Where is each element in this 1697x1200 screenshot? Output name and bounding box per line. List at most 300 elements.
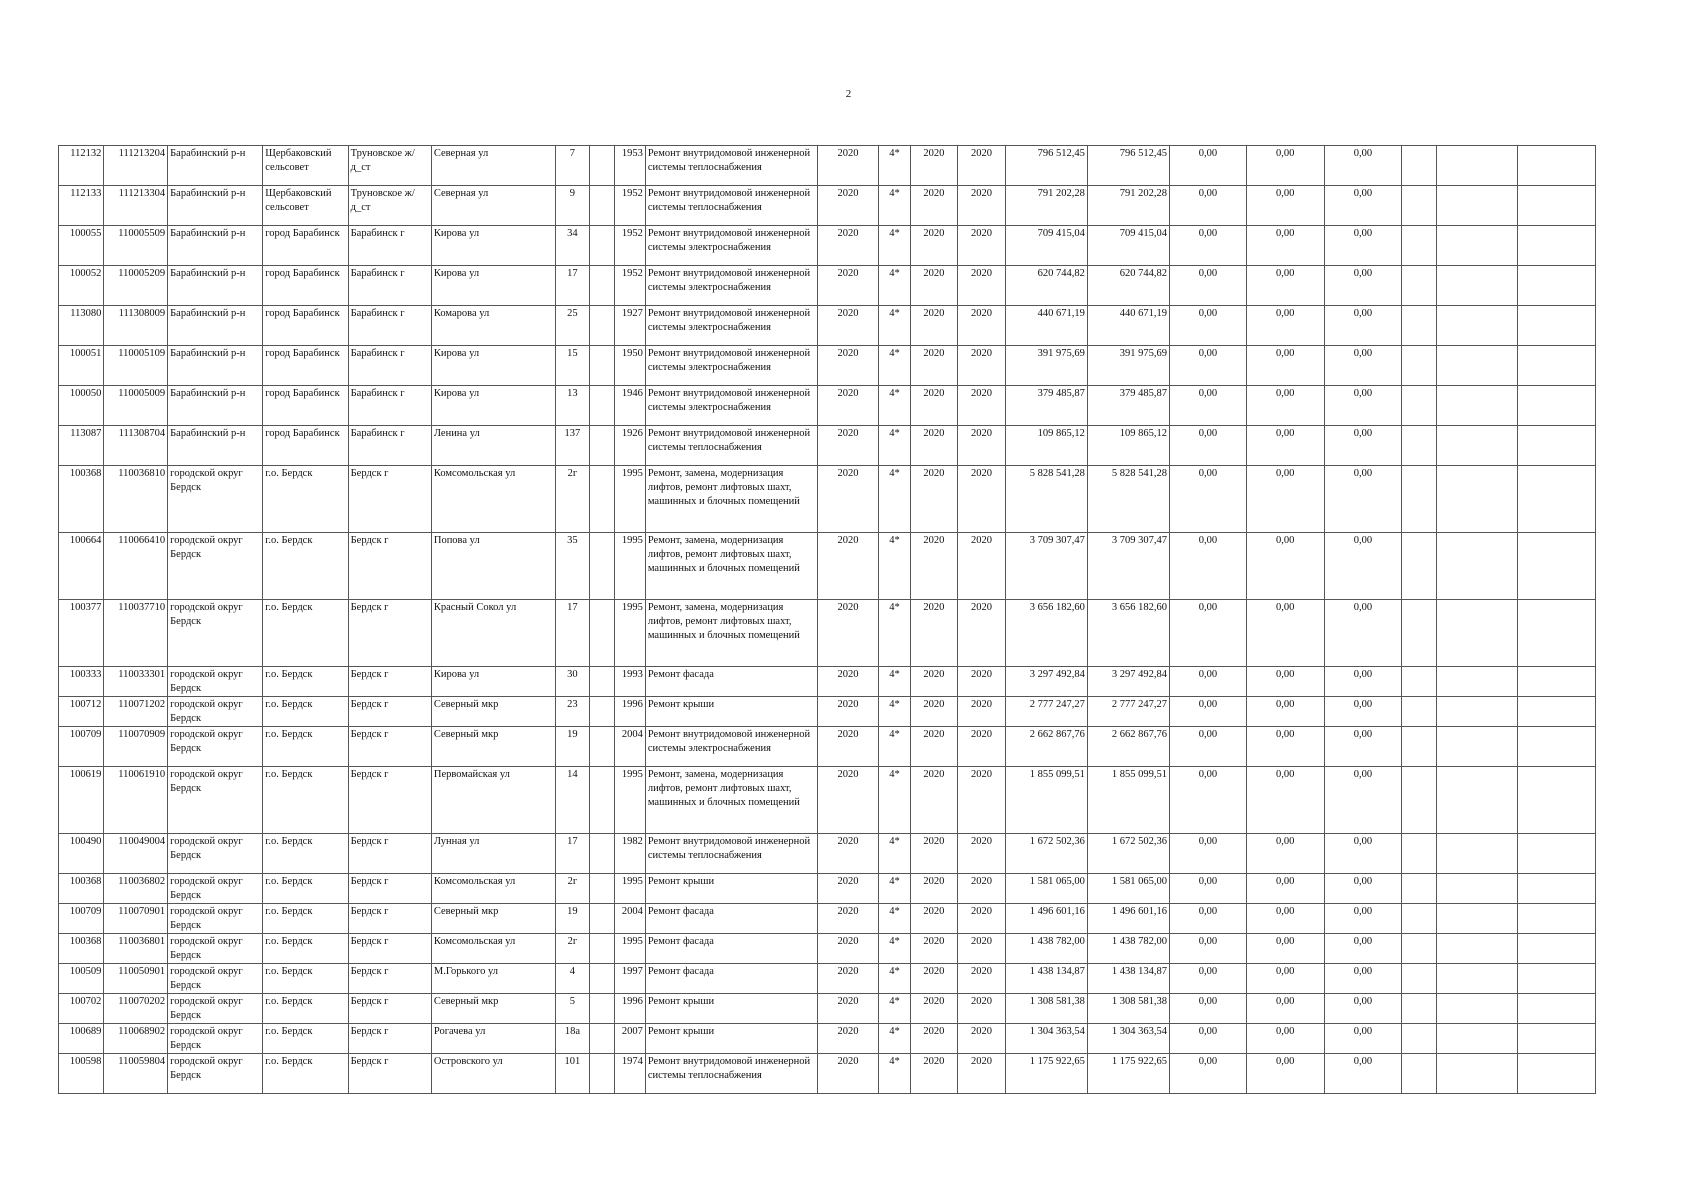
cell-fund-cost: 109 865,12 bbox=[1087, 426, 1169, 466]
page-number: 2 bbox=[845, 88, 852, 100]
cell-mark: 4* bbox=[879, 834, 910, 874]
table-row bbox=[59, 964, 1596, 994]
cell-fund-cost: 1 438 782,00 bbox=[1087, 934, 1169, 964]
cell-empty bbox=[1518, 306, 1596, 346]
cell-street: Комсомольская ул bbox=[431, 466, 555, 533]
cell-settlement: Бердск г bbox=[348, 934, 431, 964]
cell-empty bbox=[1518, 426, 1596, 466]
cell-municipality: Щербаковский сельсовет bbox=[263, 146, 348, 186]
cell-empty bbox=[1518, 874, 1596, 904]
cell-work: Ремонт внутридомовой инженерной системы теплоснабжения bbox=[645, 1054, 817, 1094]
cell-value-3: 0,00 bbox=[1324, 834, 1402, 874]
repair-plan-table bbox=[58, 145, 1596, 1094]
cell-total-cost: 1 855 099,51 bbox=[1005, 767, 1087, 834]
cell-value-2: 0,00 bbox=[1246, 306, 1324, 346]
cell-year: 1997 bbox=[614, 964, 645, 994]
cell-total-cost: 1 496 601,16 bbox=[1005, 904, 1087, 934]
cell-year: 1996 bbox=[614, 994, 645, 1024]
cell-code: 110036802 bbox=[104, 874, 168, 904]
cell-mark: 4* bbox=[879, 146, 910, 186]
cell-plan-year: 2020 bbox=[817, 1024, 879, 1054]
cell-start-year: 2020 bbox=[910, 1024, 958, 1054]
cell-mark: 4* bbox=[879, 697, 910, 727]
cell-municipality: г.о. Бердск bbox=[263, 964, 348, 994]
cell-value-1: 0,00 bbox=[1170, 186, 1247, 226]
cell-empty bbox=[1436, 667, 1517, 697]
cell-empty bbox=[1518, 767, 1596, 834]
cell-empty bbox=[589, 904, 614, 934]
cell-empty bbox=[589, 697, 614, 727]
table-row bbox=[59, 466, 1596, 533]
cell-mark: 4* bbox=[879, 1024, 910, 1054]
cell-work: Ремонт, замена, модернизация лифтов, ремонт лифтовых шахт, машинных и блочных помещений bbox=[645, 600, 817, 667]
cell-empty bbox=[1518, 466, 1596, 533]
cell-settlement: Труновское ж/д_ст bbox=[348, 146, 431, 186]
cell-start-year: 2020 bbox=[910, 1054, 958, 1094]
cell-work: Ремонт крыши bbox=[645, 1024, 817, 1054]
cell-value-2: 0,00 bbox=[1246, 600, 1324, 667]
cell-street: Островского ул bbox=[431, 1054, 555, 1094]
cell-total-cost: 3 297 492,84 bbox=[1005, 667, 1087, 697]
cell-value-1: 0,00 bbox=[1170, 964, 1247, 994]
cell-plan-year: 2020 bbox=[817, 186, 879, 226]
cell-value-2: 0,00 bbox=[1246, 964, 1324, 994]
cell-plan-year: 2020 bbox=[817, 306, 879, 346]
cell-district: Барабинский р-н bbox=[168, 186, 263, 226]
cell-fund-cost: 1 308 581,38 bbox=[1087, 994, 1169, 1024]
cell-year: 1950 bbox=[614, 346, 645, 386]
cell-fund-cost: 440 671,19 bbox=[1087, 306, 1169, 346]
cell-start-year: 2020 bbox=[910, 426, 958, 466]
cell-value-1: 0,00 bbox=[1170, 697, 1247, 727]
cell-value-3: 0,00 bbox=[1324, 146, 1402, 186]
cell-total-cost: 1 438 134,87 bbox=[1005, 964, 1087, 994]
cell-district: городской округ Бердск bbox=[168, 934, 263, 964]
cell-end-year: 2020 bbox=[958, 904, 1006, 934]
cell-value-2: 0,00 bbox=[1246, 386, 1324, 426]
cell-total-cost: 391 975,69 bbox=[1005, 346, 1087, 386]
table-row bbox=[59, 533, 1596, 600]
cell-id: 100377 bbox=[59, 600, 104, 667]
cell-start-year: 2020 bbox=[910, 767, 958, 834]
cell-code: 111213304 bbox=[104, 186, 168, 226]
cell-id: 100598 bbox=[59, 1054, 104, 1094]
cell-id: 112132 bbox=[59, 146, 104, 186]
cell-empty bbox=[1402, 186, 1437, 226]
cell-empty bbox=[1436, 146, 1517, 186]
cell-empty bbox=[1402, 934, 1437, 964]
cell-empty bbox=[1518, 226, 1596, 266]
cell-mark: 4* bbox=[879, 533, 910, 600]
cell-total-cost: 709 415,04 bbox=[1005, 226, 1087, 266]
table-row bbox=[59, 667, 1596, 697]
cell-settlement: Труновское ж/д_ст bbox=[348, 186, 431, 226]
cell-district: Барабинский р-н bbox=[168, 386, 263, 426]
cell-start-year: 2020 bbox=[910, 600, 958, 667]
cell-end-year: 2020 bbox=[958, 266, 1006, 306]
cell-empty bbox=[589, 146, 614, 186]
cell-empty bbox=[589, 1054, 614, 1094]
cell-year: 1927 bbox=[614, 306, 645, 346]
cell-house: 9 bbox=[556, 186, 590, 226]
cell-empty bbox=[1402, 874, 1437, 904]
cell-start-year: 2020 bbox=[910, 266, 958, 306]
cell-empty bbox=[1402, 727, 1437, 767]
cell-id: 100055 bbox=[59, 226, 104, 266]
cell-empty bbox=[1402, 146, 1437, 186]
cell-value-3: 0,00 bbox=[1324, 466, 1402, 533]
cell-empty bbox=[1518, 266, 1596, 306]
table-row bbox=[59, 266, 1596, 306]
cell-total-cost: 2 777 247,27 bbox=[1005, 697, 1087, 727]
cell-settlement: Бердск г bbox=[348, 904, 431, 934]
cell-empty bbox=[1518, 186, 1596, 226]
cell-district: городской округ Бердск bbox=[168, 1024, 263, 1054]
cell-plan-year: 2020 bbox=[817, 386, 879, 426]
table-row bbox=[59, 386, 1596, 426]
cell-total-cost: 1 175 922,65 bbox=[1005, 1054, 1087, 1094]
cell-start-year: 2020 bbox=[910, 346, 958, 386]
cell-street: Кирова ул bbox=[431, 346, 555, 386]
cell-value-2: 0,00 bbox=[1246, 834, 1324, 874]
cell-year: 1996 bbox=[614, 697, 645, 727]
cell-end-year: 2020 bbox=[958, 994, 1006, 1024]
cell-mark: 4* bbox=[879, 767, 910, 834]
cell-id: 100709 bbox=[59, 727, 104, 767]
cell-settlement: Барабинск г bbox=[348, 226, 431, 266]
cell-empty bbox=[1436, 1024, 1517, 1054]
cell-total-cost: 5 828 541,28 bbox=[1005, 466, 1087, 533]
cell-work: Ремонт фасада bbox=[645, 964, 817, 994]
cell-id: 100051 bbox=[59, 346, 104, 386]
cell-settlement: Барабинск г bbox=[348, 266, 431, 306]
cell-settlement: Бердск г bbox=[348, 1024, 431, 1054]
cell-street: Рогачева ул bbox=[431, 1024, 555, 1054]
cell-year: 1995 bbox=[614, 600, 645, 667]
cell-empty bbox=[1402, 226, 1437, 266]
cell-municipality: г.о. Бердск bbox=[263, 904, 348, 934]
cell-value-3: 0,00 bbox=[1324, 1054, 1402, 1094]
cell-end-year: 2020 bbox=[958, 186, 1006, 226]
cell-empty bbox=[1402, 306, 1437, 346]
cell-empty bbox=[1436, 964, 1517, 994]
cell-total-cost: 1 438 782,00 bbox=[1005, 934, 1087, 964]
cell-empty bbox=[1436, 697, 1517, 727]
cell-empty bbox=[589, 266, 614, 306]
cell-fund-cost: 1 672 502,36 bbox=[1087, 834, 1169, 874]
cell-street: Ленина ул bbox=[431, 426, 555, 466]
cell-value-1: 0,00 bbox=[1170, 1024, 1247, 1054]
table-row bbox=[59, 1054, 1596, 1094]
cell-district: Барабинский р-н bbox=[168, 226, 263, 266]
cell-empty bbox=[1436, 346, 1517, 386]
cell-total-cost: 379 485,87 bbox=[1005, 386, 1087, 426]
table-row bbox=[59, 904, 1596, 934]
cell-fund-cost: 2 662 867,76 bbox=[1087, 727, 1169, 767]
cell-end-year: 2020 bbox=[958, 426, 1006, 466]
cell-year: 1952 bbox=[614, 186, 645, 226]
cell-code: 110066410 bbox=[104, 533, 168, 600]
cell-empty bbox=[1518, 904, 1596, 934]
cell-value-3: 0,00 bbox=[1324, 226, 1402, 266]
cell-code: 110049004 bbox=[104, 834, 168, 874]
cell-value-2: 0,00 bbox=[1246, 874, 1324, 904]
cell-fund-cost: 3 297 492,84 bbox=[1087, 667, 1169, 697]
cell-settlement: Барабинск г bbox=[348, 386, 431, 426]
cell-empty bbox=[1518, 834, 1596, 874]
cell-code: 111308009 bbox=[104, 306, 168, 346]
cell-district: Барабинский р-н bbox=[168, 306, 263, 346]
cell-street: Попова ул bbox=[431, 533, 555, 600]
cell-house: 34 bbox=[556, 226, 590, 266]
cell-empty bbox=[589, 667, 614, 697]
cell-empty bbox=[1436, 1054, 1517, 1094]
cell-plan-year: 2020 bbox=[817, 727, 879, 767]
cell-district: городской округ Бердск bbox=[168, 466, 263, 533]
cell-work: Ремонт внутридомовой инженерной системы электроснабжения bbox=[645, 346, 817, 386]
cell-value-1: 0,00 bbox=[1170, 466, 1247, 533]
cell-plan-year: 2020 bbox=[817, 533, 879, 600]
cell-street: Северный мкр bbox=[431, 697, 555, 727]
cell-empty bbox=[1402, 1054, 1437, 1094]
cell-settlement: Барабинск г bbox=[348, 426, 431, 466]
cell-fund-cost: 5 828 541,28 bbox=[1087, 466, 1169, 533]
cell-municipality: г.о. Бердск bbox=[263, 727, 348, 767]
cell-empty bbox=[1518, 994, 1596, 1024]
cell-value-1: 0,00 bbox=[1170, 727, 1247, 767]
cell-code: 110059804 bbox=[104, 1054, 168, 1094]
cell-code: 110005009 bbox=[104, 386, 168, 426]
cell-district: городской округ Бердск bbox=[168, 697, 263, 727]
cell-house: 25 bbox=[556, 306, 590, 346]
cell-value-1: 0,00 bbox=[1170, 306, 1247, 346]
cell-total-cost: 1 308 581,38 bbox=[1005, 994, 1087, 1024]
cell-empty bbox=[1436, 186, 1517, 226]
cell-street: Кирова ул bbox=[431, 226, 555, 266]
cell-empty bbox=[1436, 834, 1517, 874]
cell-value-2: 0,00 bbox=[1246, 667, 1324, 697]
cell-value-2: 0,00 bbox=[1246, 266, 1324, 306]
cell-value-1: 0,00 bbox=[1170, 266, 1247, 306]
cell-empty bbox=[1402, 266, 1437, 306]
cell-id: 113080 bbox=[59, 306, 104, 346]
cell-house: 101 bbox=[556, 1054, 590, 1094]
cell-year: 1946 bbox=[614, 386, 645, 426]
cell-empty bbox=[1518, 146, 1596, 186]
cell-work: Ремонт крыши bbox=[645, 697, 817, 727]
cell-district: Барабинский р-н bbox=[168, 426, 263, 466]
cell-value-2: 0,00 bbox=[1246, 186, 1324, 226]
cell-value-2: 0,00 bbox=[1246, 346, 1324, 386]
cell-empty bbox=[1518, 533, 1596, 600]
cell-settlement: Бердск г bbox=[348, 466, 431, 533]
cell-empty bbox=[589, 727, 614, 767]
cell-total-cost: 2 662 867,76 bbox=[1005, 727, 1087, 767]
cell-work: Ремонт фасада bbox=[645, 934, 817, 964]
cell-empty bbox=[1518, 346, 1596, 386]
cell-start-year: 2020 bbox=[910, 964, 958, 994]
table-row bbox=[59, 767, 1596, 834]
cell-fund-cost: 1 855 099,51 bbox=[1087, 767, 1169, 834]
cell-total-cost: 1 672 502,36 bbox=[1005, 834, 1087, 874]
cell-value-1: 0,00 bbox=[1170, 834, 1247, 874]
cell-house: 137 bbox=[556, 426, 590, 466]
cell-street: Красный Сокол ул bbox=[431, 600, 555, 667]
cell-work: Ремонт внутридомовой инженерной системы электроснабжения bbox=[645, 727, 817, 767]
cell-district: Барабинский р-н bbox=[168, 266, 263, 306]
cell-fund-cost: 709 415,04 bbox=[1087, 226, 1169, 266]
cell-year: 1995 bbox=[614, 874, 645, 904]
cell-plan-year: 2020 bbox=[817, 834, 879, 874]
table-row bbox=[59, 1024, 1596, 1054]
cell-value-1: 0,00 bbox=[1170, 426, 1247, 466]
cell-settlement: Бердск г bbox=[348, 533, 431, 600]
cell-plan-year: 2020 bbox=[817, 1054, 879, 1094]
cell-start-year: 2020 bbox=[910, 874, 958, 904]
cell-value-1: 0,00 bbox=[1170, 226, 1247, 266]
cell-value-2: 0,00 bbox=[1246, 934, 1324, 964]
cell-mark: 4* bbox=[879, 1054, 910, 1094]
cell-empty bbox=[1402, 667, 1437, 697]
cell-code: 110005509 bbox=[104, 226, 168, 266]
cell-mark: 4* bbox=[879, 667, 910, 697]
cell-house: 17 bbox=[556, 600, 590, 667]
cell-work: Ремонт, замена, модернизация лифтов, ремонт лифтовых шахт, машинных и блочных помещений bbox=[645, 466, 817, 533]
cell-value-1: 0,00 bbox=[1170, 533, 1247, 600]
cell-value-2: 0,00 bbox=[1246, 767, 1324, 834]
cell-id: 100052 bbox=[59, 266, 104, 306]
cell-start-year: 2020 bbox=[910, 697, 958, 727]
cell-start-year: 2020 bbox=[910, 186, 958, 226]
cell-district: Барабинский р-н bbox=[168, 146, 263, 186]
cell-municipality: город Барабинск bbox=[263, 386, 348, 426]
cell-street: Северная ул bbox=[431, 186, 555, 226]
cell-value-3: 0,00 bbox=[1324, 266, 1402, 306]
cell-municipality: г.о. Бердск bbox=[263, 934, 348, 964]
cell-value-1: 0,00 bbox=[1170, 146, 1247, 186]
cell-value-3: 0,00 bbox=[1324, 964, 1402, 994]
cell-district: городской округ Бердск bbox=[168, 767, 263, 834]
cell-value-2: 0,00 bbox=[1246, 226, 1324, 266]
cell-year: 2004 bbox=[614, 904, 645, 934]
cell-empty bbox=[589, 306, 614, 346]
table-row bbox=[59, 934, 1596, 964]
cell-start-year: 2020 bbox=[910, 466, 958, 533]
cell-settlement: Бердск г bbox=[348, 994, 431, 1024]
cell-year: 1995 bbox=[614, 767, 645, 834]
cell-empty bbox=[589, 994, 614, 1024]
cell-value-1: 0,00 bbox=[1170, 874, 1247, 904]
cell-code: 110037710 bbox=[104, 600, 168, 667]
cell-mark: 4* bbox=[879, 346, 910, 386]
cell-value-3: 0,00 bbox=[1324, 186, 1402, 226]
cell-empty bbox=[1402, 600, 1437, 667]
cell-value-3: 0,00 bbox=[1324, 1024, 1402, 1054]
cell-fund-cost: 1 581 065,00 bbox=[1087, 874, 1169, 904]
cell-municipality: Щербаковский сельсовет bbox=[263, 186, 348, 226]
cell-municipality: г.о. Бердск bbox=[263, 466, 348, 533]
cell-value-3: 0,00 bbox=[1324, 386, 1402, 426]
cell-id: 100709 bbox=[59, 904, 104, 934]
cell-district: городской округ Бердск bbox=[168, 1054, 263, 1094]
cell-municipality: г.о. Бердск bbox=[263, 834, 348, 874]
cell-empty bbox=[1518, 667, 1596, 697]
cell-year: 1982 bbox=[614, 834, 645, 874]
cell-year: 1995 bbox=[614, 533, 645, 600]
cell-work: Ремонт внутридомовой инженерной системы теплоснабжения bbox=[645, 426, 817, 466]
cell-year: 2007 bbox=[614, 1024, 645, 1054]
table-row bbox=[59, 306, 1596, 346]
cell-total-cost: 796 512,45 bbox=[1005, 146, 1087, 186]
cell-house: 2г bbox=[556, 466, 590, 533]
cell-empty bbox=[1436, 874, 1517, 904]
cell-house: 17 bbox=[556, 834, 590, 874]
cell-empty bbox=[1402, 386, 1437, 426]
cell-end-year: 2020 bbox=[958, 306, 1006, 346]
cell-start-year: 2020 bbox=[910, 834, 958, 874]
cell-district: городской округ Бердск bbox=[168, 994, 263, 1024]
cell-value-2: 0,00 bbox=[1246, 466, 1324, 533]
cell-plan-year: 2020 bbox=[817, 767, 879, 834]
cell-municipality: г.о. Бердск bbox=[263, 1024, 348, 1054]
cell-district: городской округ Бердск bbox=[168, 667, 263, 697]
cell-id: 100333 bbox=[59, 667, 104, 697]
cell-value-3: 0,00 bbox=[1324, 994, 1402, 1024]
cell-empty bbox=[1436, 727, 1517, 767]
cell-mark: 4* bbox=[879, 386, 910, 426]
cell-street: Кирова ул bbox=[431, 266, 555, 306]
cell-empty bbox=[1518, 600, 1596, 667]
cell-value-3: 0,00 bbox=[1324, 306, 1402, 346]
cell-empty bbox=[1436, 904, 1517, 934]
cell-empty bbox=[1402, 426, 1437, 466]
cell-value-1: 0,00 bbox=[1170, 994, 1247, 1024]
cell-end-year: 2020 bbox=[958, 146, 1006, 186]
cell-municipality: город Барабинск bbox=[263, 426, 348, 466]
cell-empty bbox=[1436, 533, 1517, 600]
cell-street: Первомайская ул bbox=[431, 767, 555, 834]
cell-house: 13 bbox=[556, 386, 590, 426]
cell-settlement: Барабинск г bbox=[348, 306, 431, 346]
cell-empty bbox=[589, 964, 614, 994]
cell-id: 100689 bbox=[59, 1024, 104, 1054]
cell-code: 110068902 bbox=[104, 1024, 168, 1054]
cell-value-3: 0,00 bbox=[1324, 874, 1402, 904]
table-row bbox=[59, 426, 1596, 466]
cell-fund-cost: 1 304 363,54 bbox=[1087, 1024, 1169, 1054]
cell-code: 110036810 bbox=[104, 466, 168, 533]
cell-municipality: город Барабинск bbox=[263, 266, 348, 306]
cell-value-2: 0,00 bbox=[1246, 994, 1324, 1024]
cell-fund-cost: 3 709 307,47 bbox=[1087, 533, 1169, 600]
cell-municipality: г.о. Бердск bbox=[263, 1054, 348, 1094]
cell-fund-cost: 1 496 601,16 bbox=[1087, 904, 1169, 934]
cell-empty bbox=[589, 386, 614, 426]
cell-mark: 4* bbox=[879, 466, 910, 533]
cell-settlement: Бердск г bbox=[348, 667, 431, 697]
cell-value-2: 0,00 bbox=[1246, 146, 1324, 186]
cell-empty bbox=[1518, 934, 1596, 964]
cell-street: Кирова ул bbox=[431, 667, 555, 697]
cell-mark: 4* bbox=[879, 964, 910, 994]
cell-empty bbox=[589, 834, 614, 874]
cell-empty bbox=[1436, 426, 1517, 466]
cell-total-cost: 620 744,82 bbox=[1005, 266, 1087, 306]
cell-house: 30 bbox=[556, 667, 590, 697]
cell-empty bbox=[1436, 600, 1517, 667]
cell-mark: 4* bbox=[879, 727, 910, 767]
cell-fund-cost: 796 512,45 bbox=[1087, 146, 1169, 186]
